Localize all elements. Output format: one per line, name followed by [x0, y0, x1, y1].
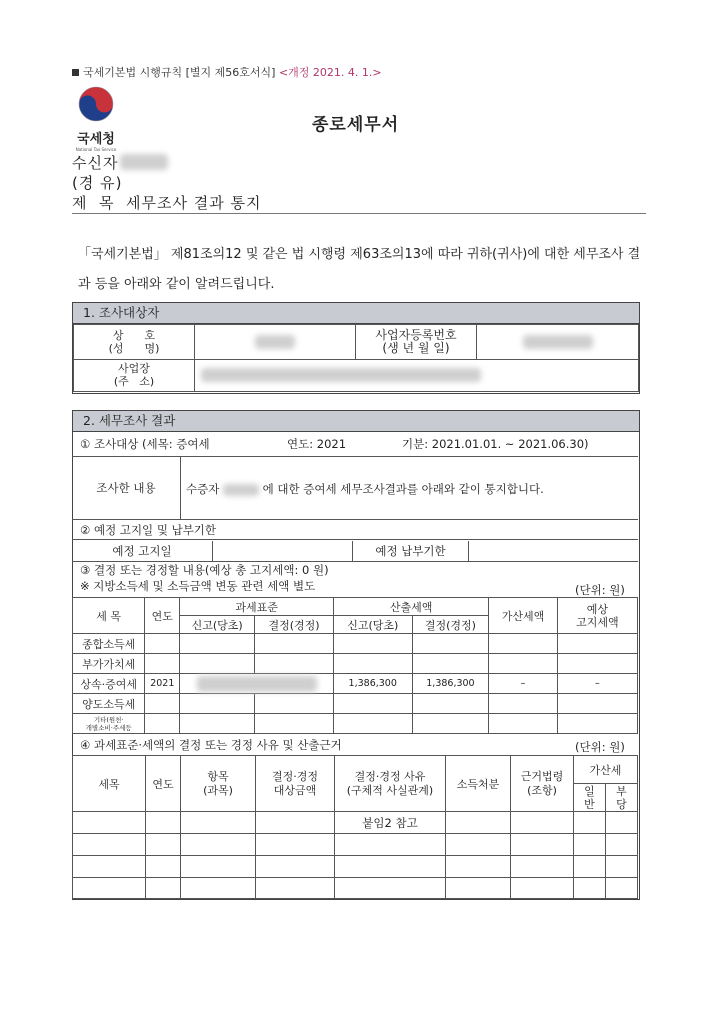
address-value [195, 359, 639, 392]
subject-table [73, 324, 639, 392]
content-label: 조사한 내용 [72, 457, 181, 519]
table-row [73, 878, 638, 899]
office-name: 종로세무서 [312, 115, 400, 135]
name-redacted [255, 335, 295, 349]
bizno-label: 사업자등록번호 (생 년 월 일) [356, 325, 477, 360]
unit2-label: (단위: 원) [575, 740, 625, 754]
basis-title: ④ 과세표준·세액의 결정 또는 경정 사유 및 산출근거 [80, 738, 342, 752]
intro-paragraph: 「국세기본법」 제81조의12 및 같은 법 시행령 제63조의13에 따라 귀하(귀사)에 대한 세무조사 결과 등을 아래와 같이 알려드립니다. [78, 247, 641, 292]
decision-table: 세 목 연도 과세표준 산출세액 가산세액 예상 고지세액 신고(당초) 결정(경정) 신고(당초) 결정(경정) 종합소득세 부가가치세 상속·증여세 2021 1,386,300 1,386,300 – – 양도소득세 기타(원천· 개별소비·주세등 [72, 597, 638, 734]
table-row [73, 834, 638, 856]
table-row: 종합소득세 [73, 634, 638, 654]
form-reference: 국세기본법 시행규칙 [별지 제56호서식] <개정 2021. 4. 1.> [72, 64, 382, 80]
basis-table: 세목 연도 항목 (과목) 결정·경정 대상금액 결정·경정 사유 (구체적 사실관계) 소득처분 근거법령 (조항) 가산세 일 반 부 당 붙임2 참고 [72, 755, 638, 899]
bizno-value [477, 325, 639, 360]
logo-english: National Tax Service [75, 147, 117, 152]
section1-title: 1. 조사대상자 [73, 303, 639, 324]
header-rule [72, 213, 646, 214]
target-line: ① 조사대상 (세목: 증여세 연도: 2021 기분: 2021.01.01. ~ 2021.06.30) [72, 432, 638, 457]
notice-row: 예정 고지일 예정 납부기한 [72, 541, 638, 562]
bullet-square-icon [72, 69, 79, 76]
subject-line: 제 목 세무조사 결과 통지 [72, 194, 262, 212]
table-row: 양도소득세 [73, 694, 638, 714]
table-row [73, 856, 638, 878]
attachment-note: 붙임2 참고 [335, 812, 446, 834]
notice-title: ② 예정 고지일 및 납부기한 [72, 520, 638, 540]
address-redacted [201, 368, 481, 382]
logo-name: 국세청 [77, 132, 115, 147]
table-row: 상속·증여세 2021 1,386,300 1,386,300 – – [73, 674, 638, 694]
name-value [195, 325, 356, 360]
table-row: 기타(원천· 개별소비·주세등 [73, 714, 638, 734]
section-subject [72, 302, 640, 394]
content-row [72, 457, 638, 520]
recipient-redacted [120, 154, 168, 170]
name-label: 상 호 (성 명) [74, 325, 195, 360]
via-label: (경 유) [72, 174, 123, 192]
revision-date: <개정 2021. 4. 1.> [278, 66, 382, 79]
table-row [73, 812, 638, 834]
nts-logo [74, 86, 118, 152]
bizno-redacted [523, 335, 593, 349]
table-row: 부가가치세 [73, 654, 638, 674]
unit-label: (단위: 원) [575, 583, 625, 597]
recipient-label: 수신자 [72, 154, 119, 172]
section2-title: 2. 세무조사 결과 [73, 411, 639, 432]
address-label: 사업장 (주 소) [74, 359, 195, 392]
decision-title: ③ 결정 또는 경정할 내용(예상 총 고지세액: 0 원) [80, 563, 329, 577]
decision-note: ※ 지방소득세 및 소득금액 변동 관련 세액 별도 [80, 579, 316, 593]
donee-redacted [223, 484, 259, 496]
taegeuk-icon [78, 86, 114, 122]
content-text: 수증자 에 대한 증여세 세무조사결과를 아래와 같이 통지합니다. [186, 482, 544, 496]
base-redacted [197, 676, 317, 692]
